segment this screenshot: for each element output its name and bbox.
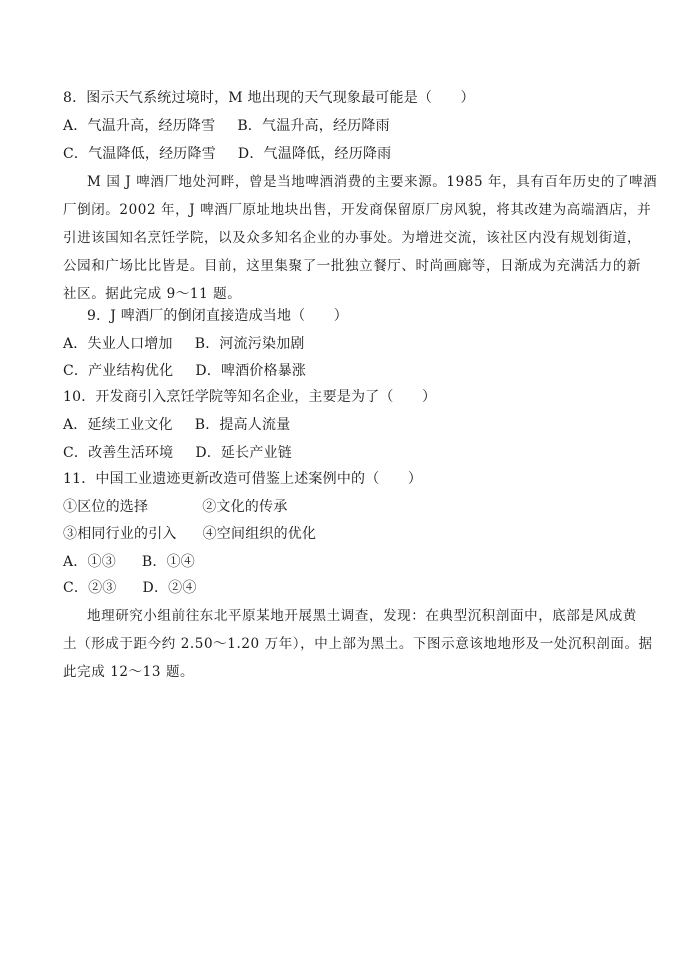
passage-1-line-1: M 国 J 啤酒厂地处河畔，曾是当地啤酒消费的主要来源。1985 年，具有百年历史的了啤酒 (87, 174, 658, 190)
question-9-option-d: D．啤酒价格暴涨 (195, 363, 307, 379)
question-8-option-c: C．气温降低，经历降雪 (63, 146, 216, 162)
question-11-option-d: D．②④ (142, 580, 197, 596)
passage-1-line-2: 厂倒闭。2002 年，J 啤酒厂原址地块出售，开发商保留原厂房风貌，将其改建为高端酒店，并 (63, 202, 652, 218)
question-11-item-1: ①区位的选择 (63, 499, 149, 515)
passage-1-line-5: 社区。据此完成 9～11 题。 (63, 286, 242, 302)
question-10-option-b: B．提高人流量 (194, 417, 291, 433)
question-11-option-a: A．①③ (63, 554, 116, 570)
question-8-option-d: D．气温降低，经历降雨 (237, 146, 392, 162)
question-11-items-row-2 (63, 524, 316, 544)
question-10-stem: 10．开发商引入烹饪学院等知名企业，主要是为了（ ） (63, 389, 437, 405)
question-10-options-row-2 (63, 443, 292, 463)
question-11-item-3: ③相同行业的引入 (63, 526, 177, 542)
question-8-option-b: B．气温升高，经历降雨 (237, 118, 390, 134)
passage-1-line-3: 引进该国知名烹饪学院，以及众多知名企业的办事处。为增进交流，该社区内没有规划街道， (63, 230, 642, 246)
question-9-option-c: C．产业结构优化 (63, 363, 174, 379)
question-11-options-row-2 (63, 578, 197, 598)
question-10-option-c: C．改善生活环境 (63, 445, 174, 461)
question-8-options-row-1 (63, 116, 390, 136)
question-11-stem: 11．中国工业遗迹更新改造可借鉴上述案例中的（ ） (63, 471, 423, 487)
passage-2-line-2: 土（形成于距今约 2.50～1.20 万年），中上部为黑土。下图示意该地地形及一处沉积剖面。据 (63, 636, 653, 652)
question-9-option-b: B．河流污染加剧 (194, 336, 305, 352)
question-8-stem: 8．图示天气系统过境时，M 地出现的天气现象最可能是（ ） (63, 90, 475, 106)
question-11-option-b: B．①④ (141, 554, 196, 570)
passage-1-line-4: 公园和广场比比皆是。目前，这里集聚了一批独立餐厅、时尚画廊等，日渐成为充满活力的新 (63, 258, 642, 274)
question-9-options-row-2 (63, 361, 306, 381)
question-8-option-a: A．气温升高，经历降雪 (63, 118, 216, 134)
question-8-options-row-2 (63, 144, 391, 164)
question-11-option-c: C．②③ (63, 580, 117, 596)
question-11-item-4: ④空间组织的优化 (202, 526, 317, 542)
question-10-options-row-1 (63, 415, 290, 435)
passage-2-line-3: 此完成 12～13 题。 (63, 664, 195, 680)
question-9-stem: 9．J 啤酒厂的倒闭直接造成当地（ ） (87, 308, 348, 324)
question-10-option-d: D．延长产业链 (195, 445, 292, 461)
question-9-option-a: A．失业人口增加 (63, 336, 173, 352)
question-10-option-a: A．延续工业文化 (63, 417, 173, 433)
question-9-options-row-1 (63, 334, 305, 354)
question-11-options-row-1 (63, 552, 195, 572)
question-11-items-row-1 (63, 497, 287, 517)
passage-2-line-1: 地理研究小组前往东北平原某地开展黑土调查，发现：在典型沉积剖面中，底部是风成黄 (87, 608, 637, 624)
question-11-item-2: ②文化的传承 (202, 499, 288, 515)
